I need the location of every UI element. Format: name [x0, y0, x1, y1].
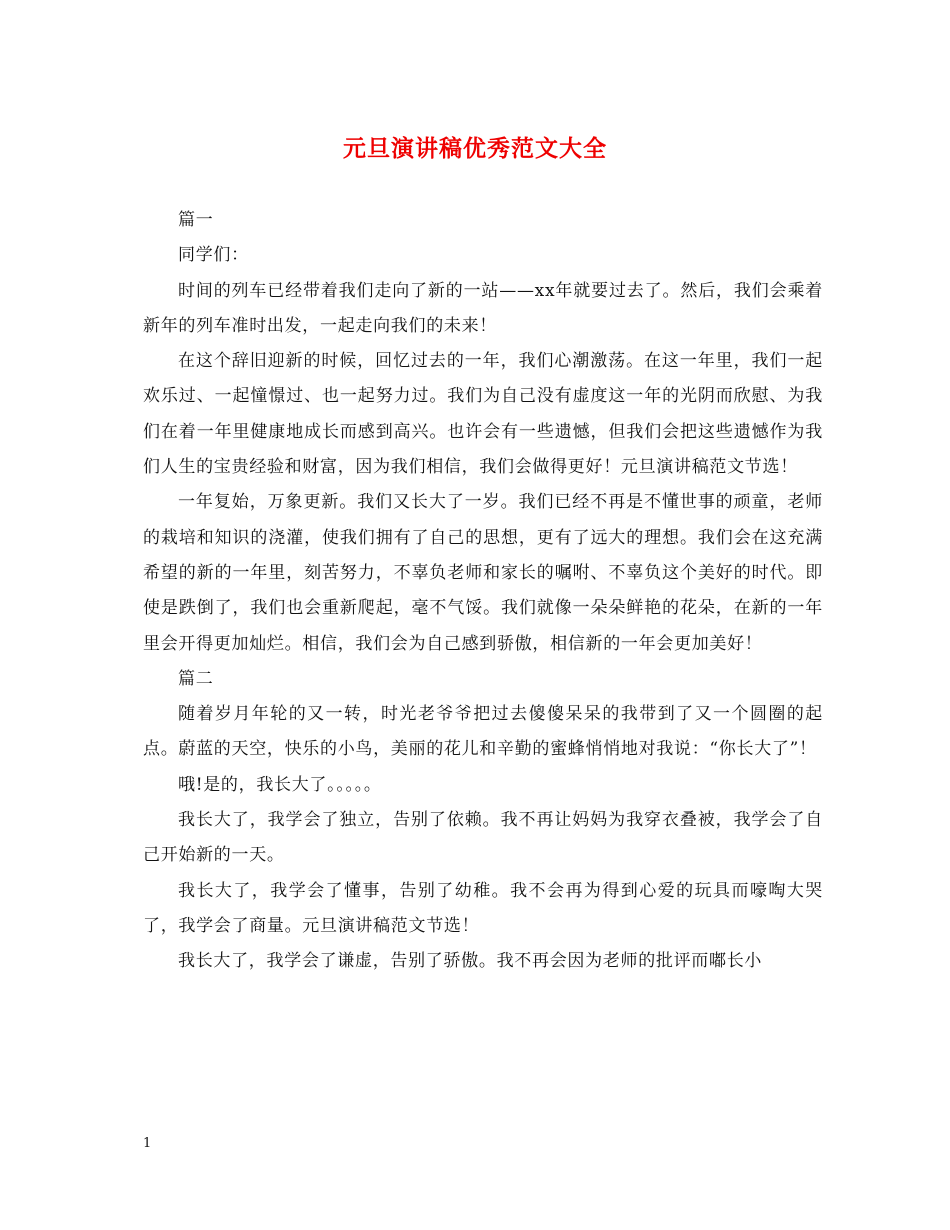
document-body — [143, 203, 823, 980]
paragraph: 我长大了，我学会了懂事，告别了幼稚。我不会再为得到心爱的玩具而嚎啕大哭了，我学会了商量。元旦演讲稿范文节选！ — [143, 880, 823, 936]
section-heading-1: 篇一 — [178, 210, 214, 230]
page-number: 1 — [143, 1136, 152, 1151]
paragraph: 我长大了，我学会了谦虚，告别了骄傲。我不再会因为老师的批评而嘟长小 — [178, 951, 763, 972]
paragraph: 我长大了，我学会了独立，告别了依赖。我不再让妈妈为我穿衣叠被，我学会了自己开始新的一天。 — [143, 810, 823, 866]
paragraph: 时间的列车已经带着我们走向了新的一站——xx年就要过去了。然后，我们会乘着新年的列车准时出发，一起走向我们的未来！ — [143, 280, 823, 336]
paragraph: 哦!是的，我长大了。。。。。 — [178, 774, 382, 795]
paragraph: 在这个辞旧迎新的时候，回忆过去的一年，我们心潮激荡。在这一年里，我们一起欢乐过、一起憧憬过、也一起努力过。我们为自己没有虚度这一年的光阴而欣慰、为我们在着一年里健康地成长而感到高兴。也许会有一些遗憾，但我们会把这些遗憾作为我们人生的宝贵经验和财富，因为我们相信，我们会做得更好！元旦演讲稿范文节选！ — [143, 351, 823, 478]
salutation: 同学们： — [178, 245, 249, 266]
section-heading-2: 篇二 — [178, 668, 214, 689]
document-title: 元旦演讲稿优秀范文大全 — [343, 135, 607, 162]
paragraph: 随着岁月年轮的又一转，时光老爷爷把过去傻傻呆呆的我带到了又一个圆圈的起点。蔚蓝的天空，快乐的小鸟，美丽的花儿和辛勤的蜜蜂悄悄地对我说：“你长大了”！ — [143, 704, 823, 760]
paragraph: 一年复始，万象更新。我们又长大了一岁。我们已经不再是不懂世事的顽童，老师的栽培和知识的浇灌，使我们拥有了自己的思想，更有了远大的理想。我们会在这充满希望的新的一年里，刻苦努力，不辜负老师和家长的嘱咐、不辜负这个美好的时代。即使是跌倒了，我们也会重新爬起，毫不气馁。我们就像一朵朵鲜艳的花朵，在新的一年里会开得更加灿烂。相信，我们会为自己感到骄傲，相信新的一年会更加美好！ — [143, 492, 823, 654]
